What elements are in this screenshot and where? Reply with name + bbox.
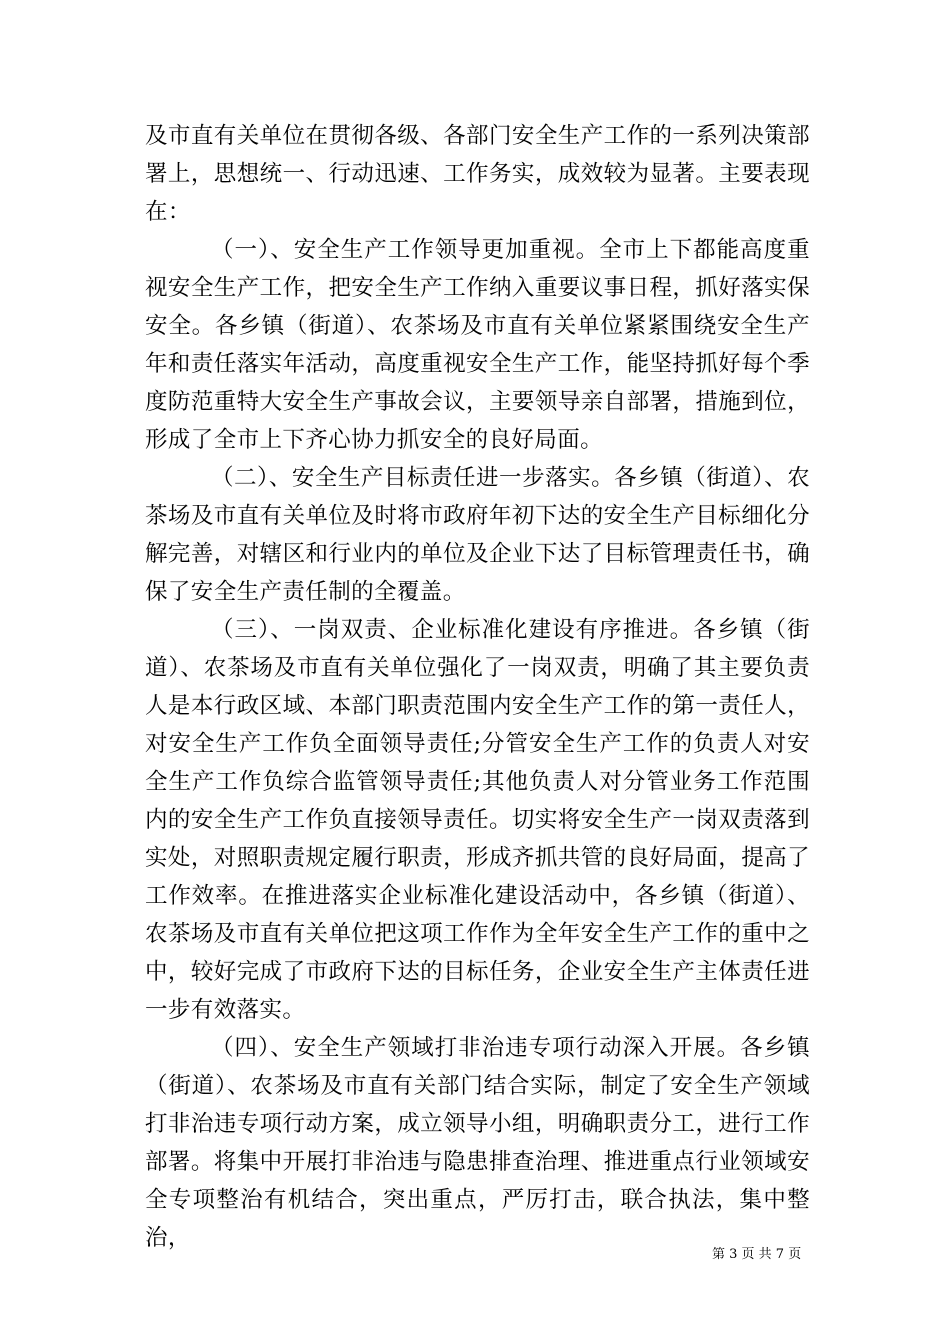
paragraph-section-4: （四）、安全生产领域打非治违专项行动深入开展。各乡镇（街道）、农茶场及市直有关部门结合实际，制定了安全生产领域打非治违专项行动方案，成立领导小组，明确职责分工，进行工作部署。将集中开展打非治违与隐患排查治理、推进重点行业领域安全专项整治有机结合，突出重点，严厉打击，联合执法，集中整治， — [145, 1035, 810, 1251]
paragraph-section-2: （二）、安全生产目标责任进一步落实。各乡镇（街道）、农茶场及市直有关单位及时将市政府年初下达的安全生产目标细化分解完善，对辖区和行业内的单位及企业下达了目标管理责任书，确保了安全生产责任制的全覆盖。 — [145, 465, 810, 605]
page-number-footer: 第 3 页 共 7 页 — [712, 1247, 802, 1262]
paragraph-section-1: （一）、安全生产工作领导更加重视。全市上下都能高度重视安全生产工作，把安全生产工作纳入重要议事日程，抓好落实保安全。各乡镇（街道）、农茶场及市直有关单位紧紧围绕安全生产年和责任落实年活动，高度重视安全生产工作，能坚持抓好每个季度防范重特大安全生产事故会议，主要领导亲自部署，措施到位，形成了全市上下齐心协力抓安全的良好局面。 — [145, 237, 810, 453]
paragraph-intro-continuation: 及市直有关单位在贯彻各级、各部门安全生产工作的一系列决策部署上，思想统一、行动迅速、工作务实，成效较为显著。主要表现在： — [145, 123, 810, 225]
document-body — [145, 117, 810, 1257]
paragraph-section-3: （三）、一岗双责、企业标准化建设有序推进。各乡镇（街道）、农茶场及市直有关单位强化了一岗双责，明确了其主要负责人是本行政区域、本部门职责范围内安全生产工作的第一责任人，对安全生产工作负全面领导责任;分管安全生产工作的负责人对安全生产工作负综合监管领导责任;其他负责人对分管业务工作范围内的安全生产工作负直接领导责任。切实将安全生产一岗双责落到实处，对照职责规定履行职责，形成齐抓共管的良好局面，提高了工作效率。在推进落实企业标准化建设活动中，各乡镇（街道）、农茶场及市直有关单位把这项工作作为全年安全生产工作的重中之中，较好完成了市政府下达的目标任务，企业安全生产主体责任进一步有效落实。 — [145, 617, 810, 1023]
